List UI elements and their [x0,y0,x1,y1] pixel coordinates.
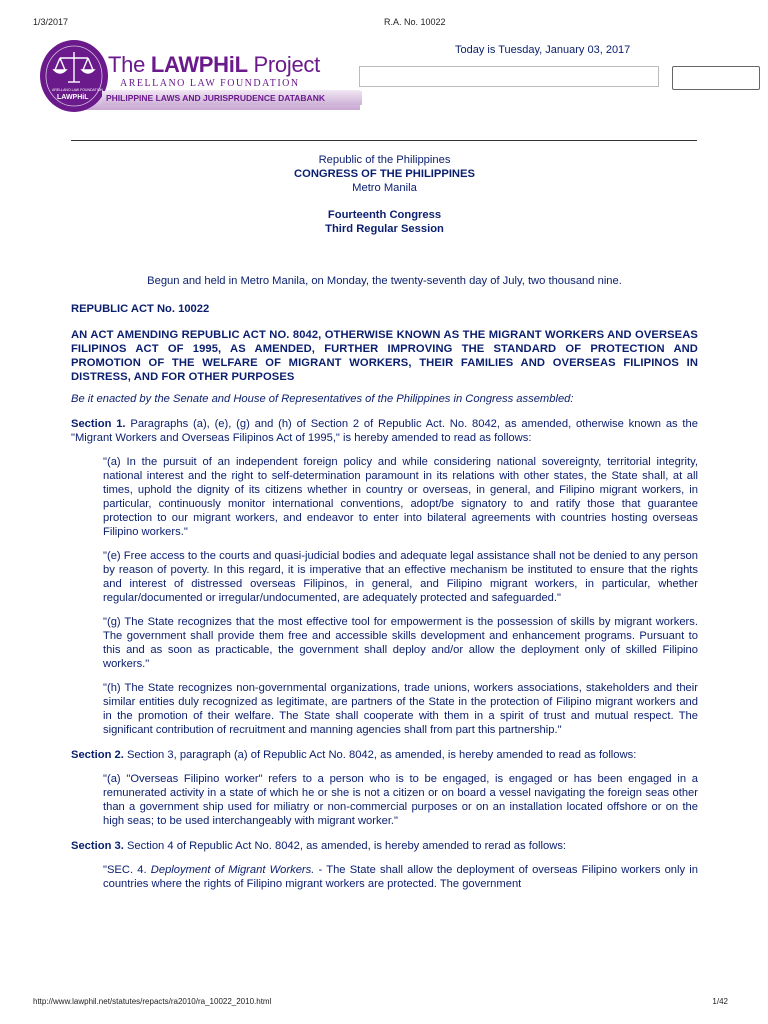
section-label: Section 1. [71,418,126,430]
section-text: Section 3, paragraph (a) of Republic Act No. 8042, as amended, is hereby amended to read as follows: [123,749,637,761]
print-header [33,17,728,31]
section-2 [71,748,698,762]
document-body [71,153,698,891]
print-title: R.A. No. 10022 [384,17,446,27]
section-3 [71,839,698,853]
lawphil-logo[interactable] [38,38,360,114]
quote-sec4: "SEC. 4. Deployment of Migrant Workers. - The State shall allow the deployment of overseas Filipino workers only in countries where the rights of Filipino migrant workers are protected. The government [103,864,698,890]
act-number: REPUBLIC ACT No. 10022 [71,303,210,315]
begun-line: Begun and held in Metro Manila, on Monday, the twenty-seventh day of July, two thousand nine. [147,275,622,287]
congress-line: CONGRESS OF THE PHILIPPINES [294,168,475,180]
act-title: AN ACT AMENDING REPUBLIC ACT NO. 8042, OTHERWISE KNOWN AS THE MIGRANT WORKERS AND OVERSEAS FILIPINOS ACT OF 1995, AS AMENDED, FURTHER IMPROVING THE STANDARD OF PROTECTION AND PROMOTION OF THE WELFARE OF MIGRANT WORKERS, THEIR FAMILIES AND OVERSEAS FILIPINOS IN DISTRESS, AND FOR OTHER PURPOSES [71,329,698,383]
metro-manila-line: Metro Manila [352,182,417,194]
quote-g: "(g) The State recognizes that the most effective tool for empowerment is the possession of skills by migrant workers. The government shall provide them free and accessible skills development and enhancement programs. Pursuant to this and as soon as practicable, the government shall deploy and/or allow the deployment only of skilled Filipino workers." [103,616,698,670]
section-label: Section 2. [71,749,124,761]
logo-tagline: PHILIPPINE LAWS AND JURISPRUDENCE DATABANK [102,91,362,105]
section-1 [71,417,698,445]
search-input[interactable] [359,66,659,87]
quote-h: "(h) The State recognizes non-governmental organizations, trade unions, workers associations, stakeholders and their similar entities duly recognized as legitimate, are partners of the State in the protection of Filipino migrant workers and in the promotion of their welfare. The State shall cooperate with them in a spirit of trust and mutual respect. The significant contribution of recruitment and manning agencies shall from part this partnership." [103,682,698,736]
print-date: 1/3/2017 [33,17,69,27]
enacting-clause: Be it enacted by the Senate and House of Representatives of the Philippines in Congress assembled: [71,393,574,405]
logo-title: The LAWPHiL Project [108,52,320,77]
page-number: 1/42 [712,997,728,1006]
today-date: Today is Tuesday, January 03, 2017 [455,44,631,56]
search-button[interactable] [672,66,760,90]
print-footer [33,997,728,1011]
republic-line: Republic of the Philippines [318,154,451,166]
page-url[interactable]: http://www.lawphil.net/statutes/repacts/ra2010/ra_10022_2010.html [33,997,272,1006]
congress-number: Fourteenth Congress [327,209,442,221]
seal-top-text: ARELLANO LAW FOUNDATION [52,88,103,92]
seal-name: LAWPHiL [57,94,89,101]
header-divider [71,140,697,141]
session-line: Third Regular Session [325,223,444,235]
section-text: Paragraphs (a), (e), (g) and (h) of Section 2 of Republic Act. No. 8042, as amended, otherwise known as the "Migrant Workers and Overseas Filipinos Act of 1995," is hereby amended to read as follows: [71,418,698,444]
quote-a: "(a) In the pursuit of an independent foreign policy and while considering national sovereignty, territorial integrity, national interest and the right to self-determination paramount in its relations with other states, the State shall, at all times, uphold the dignity of its citizens whether in country or overseas, in general, and Filipino migrant workers, in particular, continuously monitor international conventions, adopt/be signatory to and ratify those that guarantee protection to our migrant workers, and endeavor to enter into bilateral agreements with countries hosting overseas Filipino workers." [103,456,698,538]
logo-foundation: ARELLANO LAW FOUNDATION [120,78,300,89]
section-text: Section 4 of Republic Act No. 8042, as amended, is hereby amended to rerad as follows: [123,840,567,852]
section-label: Section 3. [71,840,124,852]
quote-ofw-definition: "(a) "Overseas Filipino worker" refers to a person who is to be engaged, is engaged or has been engaged in a remunerated activity in a state of which he or she is not a citizen or on board a vessel navigating the foreign seas other than a government ship used for miliatry or non-commercial purposes or on an installation located offshore or on the high seas; to be used interchangeably with migrant worker." [103,773,698,827]
quote-e: "(e) Free access to the courts and quasi-judicial bodies and adequate legal assistance shall not be denied to any person by reason of poverty. In this regard, it is imperative that an effective mechanism be instituted to ensure that the rights and interest of distressed overseas Filipinos, in general, and Filipino migrant workers, in particular, whether regular/documented or irregular/undocumented, are adequately protected and safeguarded." [103,550,698,604]
